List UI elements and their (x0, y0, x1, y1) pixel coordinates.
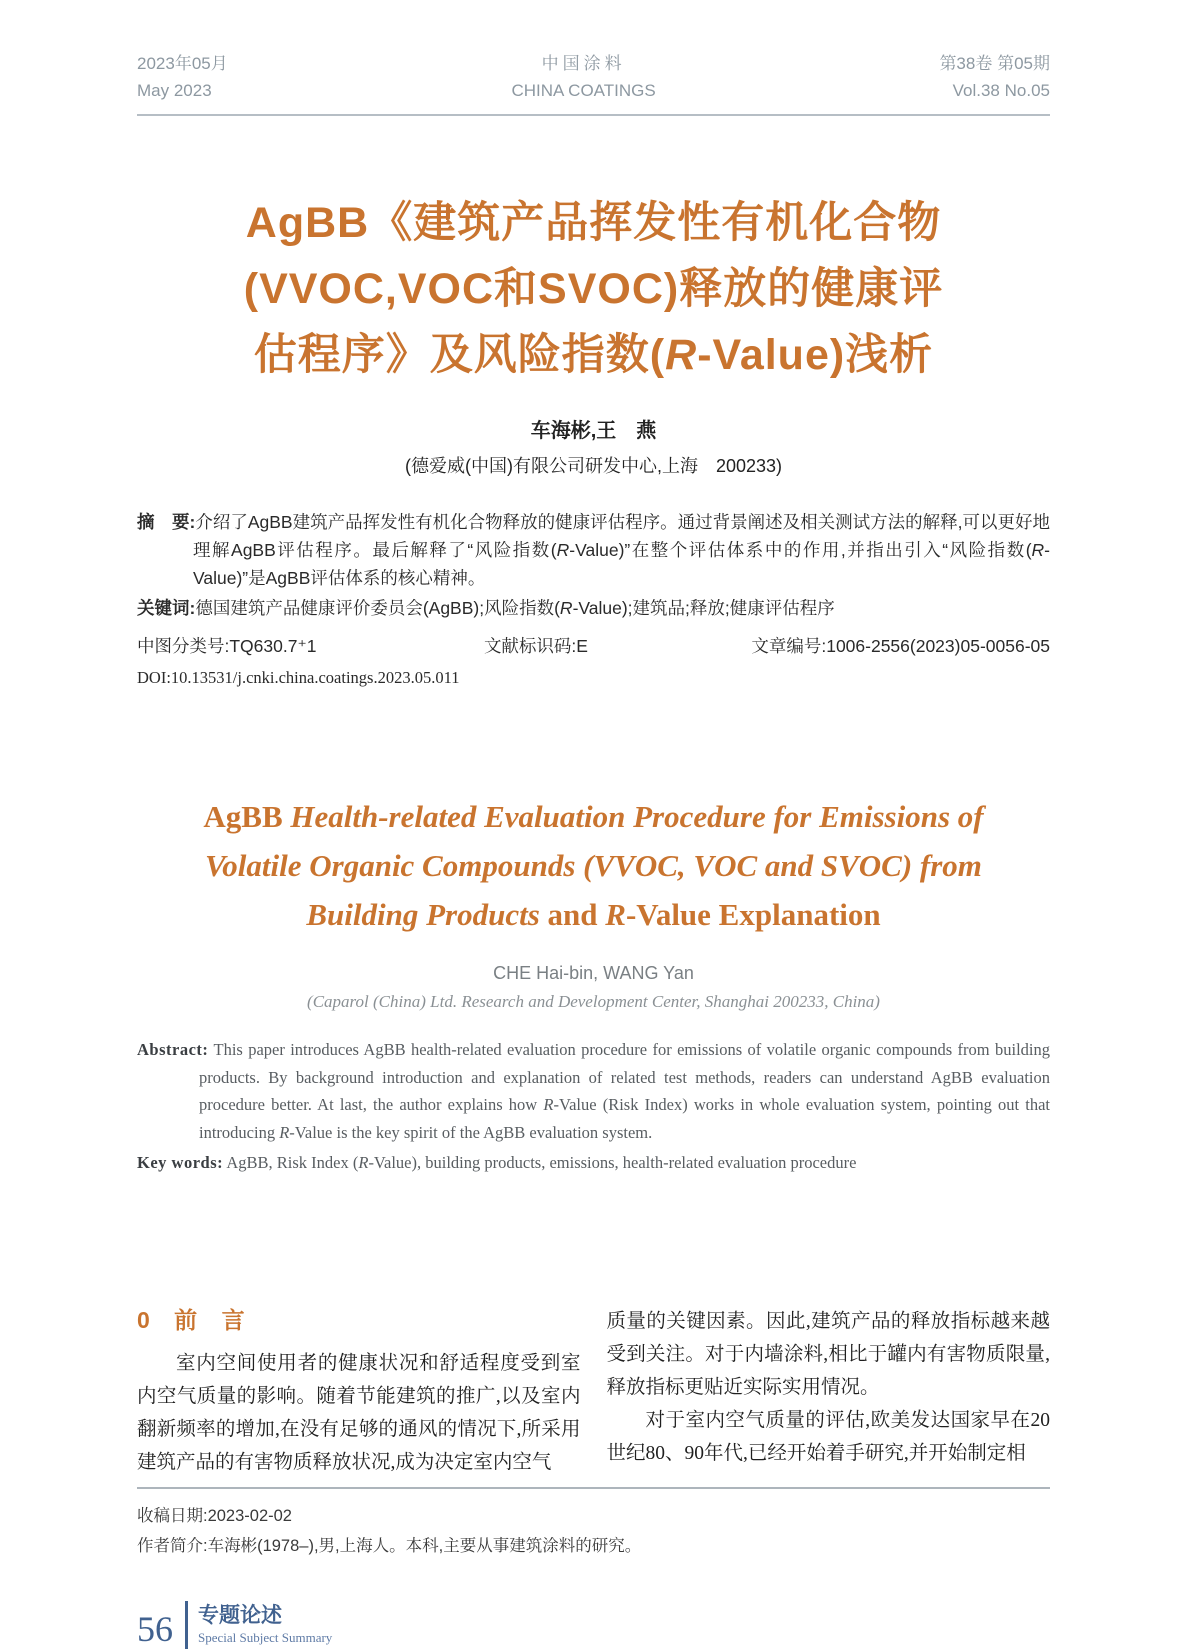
affiliation-en: (Caparol (China) Ltd. Research and Development Center, Shanghai 200233, China) (307, 992, 880, 1011)
abstract-en (137, 1036, 1050, 1146)
title-en-line2: Volatile Organic Compounds (VVOC, VOC and SVOC) from (205, 848, 982, 883)
article-number: 文章编号:1006-2556(2023)05-0056-05 (751, 636, 1050, 656)
header-volume-issue (939, 50, 1050, 104)
article-title-zh (137, 190, 1050, 388)
keywords-zh-label: 关键词: (137, 598, 196, 618)
authors-en: CHE Hai-bin, WANG Yan (493, 963, 694, 983)
keywords-en-label: Key words: (137, 1153, 224, 1172)
received-date-note: 收稿日期:2023-02-02 (137, 1506, 292, 1525)
journal-name-en: CHINA COATINGS (511, 81, 656, 100)
classification-row (137, 632, 1050, 660)
document-code: 文献标识码:E (483, 636, 588, 656)
author-bio-note: 作者简介:车海彬(1978–),男,上海人。本科,主要从事建筑涂料的研究。 (137, 1536, 642, 1555)
keywords-zh (137, 594, 1050, 622)
issue-date-zh: 2023年05月 (137, 54, 228, 73)
issue-date-en: May 2023 (137, 81, 212, 100)
body-paragraph: 质量的关键因素。因此,建筑产品的释放指标越来越受到关注。对于内墙涂料,相比于罐内有害物质限量,释放指标更贴近实际实用情况。 (606, 1310, 1050, 1398)
body-column-right (607, 1305, 1051, 1479)
authors-zh: 车海彬,王 燕 (530, 420, 657, 442)
footer-section-en: Special Subject Summary (198, 1629, 333, 1645)
article-title-en (137, 792, 1050, 939)
affiliation-zh: (德爱威(中国)有限公司研发中心,上海 200233) (404, 456, 783, 476)
title-zh-line1: AgBB《建筑产品挥发性有机化合物 (245, 199, 942, 247)
title-zh-line3: 估程序》及风险指数(R-Value)浅析 (253, 331, 934, 379)
footnote-divider (137, 1487, 1050, 1561)
body-paragraph: 室内空间使用者的健康状况和舒适程度受到室内空气质量的影响。随着节能建筑的推广,以及室内翻新频率的增加,在没有足够的通风的情况下,所采用建筑产品的有害物质释放状况,成为决定室内空气 (137, 1352, 581, 1473)
section-heading-intro: 0 前 言 (137, 1306, 247, 1333)
abstract-en-label: Abstract: (137, 1040, 209, 1059)
body-columns (137, 1305, 1050, 1479)
journal-name-zh: 中国涂料 (541, 54, 626, 73)
page-footer (137, 1601, 1050, 1649)
header-journal-name (511, 50, 655, 104)
title-zh-line2: (VVOC,VOC和SVOC)释放的健康评 (243, 265, 944, 313)
clc-number: 中图分类号:TQ630.7⁺1 (137, 636, 317, 656)
keywords-en-text: AgBB, Risk Index (R-Value), building products, emissions, health-related evaluation procedure (223, 1153, 857, 1172)
keywords-zh-text: 德国建筑产品健康评价委员会(AgBB);风险指数(R-Value);建筑品;释放;健康评估程序 (195, 598, 835, 618)
title-en-line3: Building Products and R-Value Explanation (306, 897, 881, 932)
abstract-zh-label: 摘 要: (137, 512, 196, 532)
abstract-zh-text: 介绍了AgBB建筑产品挥发性有机化合物释放的健康评估程序。通过背景阐述及相关测试方法的解释,可以更好地理解AgBB评估程序。最后解释了“风险指数(R-Value)”在整个评估体系中的作用,并指出引入“风险指数(R-Value)”是AgBB评估体系的核心精神。 (193, 512, 1051, 588)
volume-issue-zh: 第38卷 第05期 (939, 54, 1050, 73)
body-column-left (137, 1305, 581, 1479)
abstract-zh (137, 508, 1050, 592)
doi: DOI:10.13531/j.cnki.china.coatings.2023.05.011 (137, 668, 460, 687)
body-paragraph: 对于室内空气质量的评估,欧美发达国家早在20世纪80、90年代,已经开始着手研究,并开始制定相 (606, 1409, 1050, 1464)
page-number: 56 (137, 1608, 173, 1649)
abstract-en-text: This paper introduces AgBB health-related evaluation procedure for emissions of volatile organic compounds from building products. By background introduction and explanation of related test methods, readers can understand AgBB evaluation procedure better. At last, the author explains how R-Value (Risk Index) works in whole evaluation system, pointing out that introducing R-Value is the key spirit of the AgBB evaluation system. (199, 1040, 1050, 1142)
footer-section-zh: 专题论述 (198, 1603, 282, 1627)
keywords-en (137, 1149, 1050, 1177)
title-en-line1: AgBB Health-related Evaluation Procedure for Emissions of (203, 799, 984, 834)
footer-divider-bar (185, 1601, 188, 1649)
volume-issue-en: Vol.38 No.05 (952, 81, 1050, 100)
header-issue-date (137, 50, 228, 104)
footer-section-block (198, 1603, 332, 1647)
journal-header (137, 0, 1050, 116)
